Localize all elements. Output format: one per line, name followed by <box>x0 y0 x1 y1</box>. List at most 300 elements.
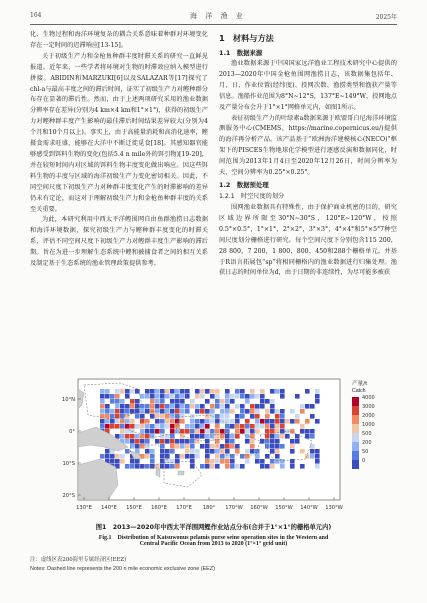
grid-cell <box>190 439 195 444</box>
grid-cell <box>145 449 150 454</box>
grid-cell <box>190 399 195 404</box>
grid-cell <box>195 389 200 394</box>
grid-cell <box>160 429 165 434</box>
grid-cell <box>230 424 235 429</box>
grid-cell <box>195 404 200 409</box>
year-label: 2025年 <box>375 14 397 21</box>
grid-cell <box>300 429 305 434</box>
grid-cell <box>135 434 140 439</box>
longitude-label: 140°W <box>300 505 318 511</box>
grid-cell <box>175 454 180 459</box>
grid-cell <box>210 444 215 449</box>
latitude-label: 10°N <box>61 397 75 403</box>
grid-cell <box>310 454 315 459</box>
grid-cell <box>185 429 190 434</box>
grid-cell <box>260 459 265 464</box>
grid-cell <box>135 404 140 409</box>
grid-cell <box>165 464 170 469</box>
grid-cell <box>225 464 230 469</box>
grid-cell <box>250 449 255 454</box>
grid-cell <box>235 389 240 394</box>
grid-cell <box>110 454 115 459</box>
grid-cell <box>240 404 245 409</box>
grid-cell <box>270 449 275 454</box>
grid-cell <box>180 439 185 444</box>
grid-cell <box>130 404 135 409</box>
grid-cell <box>300 464 305 469</box>
grid-cell <box>185 449 190 454</box>
grid-cell <box>270 434 275 439</box>
grid-cell <box>135 424 140 429</box>
grid-cell <box>125 394 130 399</box>
grid-cell <box>105 404 110 409</box>
grid-cell <box>225 389 230 394</box>
grid-cell <box>245 409 250 414</box>
grid-cell <box>195 434 200 439</box>
grid-cell <box>150 389 155 394</box>
grid-cell <box>155 404 160 409</box>
grid-cell <box>190 454 195 459</box>
figure-caption-en-cont: Central Pacific Ocean from 2013 to 2020 (1°×1° grid unit) <box>139 541 288 547</box>
grid-cell <box>245 454 250 459</box>
grid-cell <box>275 409 280 414</box>
legend-swatch <box>352 397 359 406</box>
grid-cell <box>255 454 260 459</box>
grid-cell <box>220 459 225 464</box>
grid-cell <box>255 414 260 419</box>
grid-cell <box>235 434 240 439</box>
grid-cell <box>125 409 130 414</box>
grid-cell <box>120 459 125 464</box>
grid-cell <box>115 454 120 459</box>
grid-cell <box>170 399 175 404</box>
longitude-label: 170°E <box>176 505 192 511</box>
grid-cell <box>205 389 210 394</box>
grid-cell <box>265 409 270 414</box>
grid-cell <box>150 399 155 404</box>
grid-cell <box>170 449 175 454</box>
grid-cell <box>120 424 125 429</box>
grid-cell <box>160 414 165 419</box>
grid-cell <box>290 419 295 424</box>
grid-cell <box>115 399 120 404</box>
grid-cell <box>155 394 160 399</box>
grid-cell <box>205 419 210 424</box>
grid-cell <box>140 419 145 424</box>
grid-cell <box>210 459 215 464</box>
grid-cell <box>255 409 260 414</box>
grid-cell <box>215 404 220 409</box>
grid-cell <box>265 429 270 434</box>
grid-cell <box>110 399 115 404</box>
grid-cell <box>175 459 180 464</box>
grid-cell <box>135 459 140 464</box>
subsection-title: 1.1 数据来源 <box>219 49 263 57</box>
grid-cell <box>155 399 160 404</box>
legend-tick: 3000 <box>362 404 375 410</box>
grid-cell <box>100 454 105 459</box>
grid-cell <box>115 409 120 414</box>
grid-cell <box>165 414 170 419</box>
grid-cell <box>235 419 240 424</box>
figure-caption-en: Fig.1 Distribution of Katsuwonus pelamis purse seine operation sites in the Western and <box>98 535 329 541</box>
grid-cell <box>190 464 195 469</box>
grid-cell <box>165 439 170 444</box>
grid-cell <box>315 464 320 469</box>
grid-cell <box>260 424 265 429</box>
grid-cell <box>235 404 240 409</box>
latitude-label: 0° <box>69 429 75 435</box>
grid-cell <box>245 424 250 429</box>
grid-cell <box>155 389 160 394</box>
grid-cell <box>185 444 190 449</box>
grid-cell <box>295 434 300 439</box>
grid-cell <box>130 389 135 394</box>
grid-cell <box>225 394 230 399</box>
grid-cell <box>190 404 195 409</box>
longitude-label: 150°W <box>275 505 293 511</box>
grid-cell <box>180 429 185 434</box>
grid-cell <box>280 394 285 399</box>
grid-cell <box>105 389 110 394</box>
grid-cell <box>210 394 215 399</box>
grid-cell <box>120 429 125 434</box>
grid-cell <box>225 444 230 449</box>
grid-cell <box>105 424 110 429</box>
grid-cell <box>265 434 270 439</box>
grid-cell <box>230 434 235 439</box>
grid-cell <box>265 444 270 449</box>
grid-cell <box>130 464 135 469</box>
legend-tick: 2000 <box>362 413 375 419</box>
grid-cell <box>230 464 235 469</box>
grid-cell <box>135 439 140 444</box>
grid-cell <box>295 439 300 444</box>
grid-cell <box>290 444 295 449</box>
grid-cell <box>130 434 135 439</box>
grid-cell <box>250 424 255 429</box>
legend-title-en: Catch <box>352 388 366 394</box>
grid-cell <box>235 394 240 399</box>
grid-cell <box>190 444 195 449</box>
grid-cell <box>270 444 275 449</box>
grid-cell <box>245 419 250 424</box>
grid-cell <box>150 459 155 464</box>
grid-cell <box>305 404 310 409</box>
grid-cell <box>250 404 255 409</box>
grid-cell <box>280 414 285 419</box>
grid-cell <box>275 434 280 439</box>
grid-cell <box>180 414 185 419</box>
paragraph: 化、生物过程和海洋环境复杂的耦合关系意味着种群对环境变化存在一定时间的迟滞响应[13-15]。 <box>30 31 208 49</box>
grid-cell <box>270 399 275 404</box>
grid-cell <box>210 449 215 454</box>
grid-cell <box>170 389 175 394</box>
grid-cell <box>210 409 215 414</box>
grid-cell <box>245 449 250 454</box>
latitude-label: 20°S <box>62 493 75 499</box>
grid-cell <box>245 399 250 404</box>
legend-tick: 500 <box>362 431 372 437</box>
grid-cell <box>205 409 210 414</box>
grid-cell <box>150 409 155 414</box>
grid-cell <box>280 444 285 449</box>
grid-cell <box>215 459 220 464</box>
grid-cell <box>270 459 275 464</box>
grid-cell <box>125 449 130 454</box>
grid-cell <box>125 419 130 424</box>
grid-cell <box>210 429 215 434</box>
grid-cell <box>170 464 175 469</box>
grid-cell <box>270 419 275 424</box>
grid-cell <box>230 394 235 399</box>
grid-cell <box>140 444 145 449</box>
grid-cell <box>270 389 275 394</box>
grid-cell <box>260 399 265 404</box>
grid-cell <box>255 394 260 399</box>
grid-cell <box>180 419 185 424</box>
grid-cell <box>165 449 170 454</box>
legend-tick: 4000 <box>362 395 375 401</box>
legend-tick: 1000 <box>362 422 375 428</box>
grid-cell <box>195 454 200 459</box>
grid-cell <box>275 414 280 419</box>
grid-cell <box>110 459 115 464</box>
grid-cell <box>145 424 150 429</box>
grid-cell <box>220 449 225 454</box>
grid-cell <box>235 444 240 449</box>
grid-cell <box>250 429 255 434</box>
grid-cell <box>285 434 290 439</box>
grid-cell <box>280 434 285 439</box>
grid-cell <box>205 429 210 434</box>
grid-cell <box>275 424 280 429</box>
grid-cell <box>110 419 115 424</box>
grid-cell <box>195 424 200 429</box>
grid-cell <box>220 444 225 449</box>
grid-cell <box>130 399 135 404</box>
grid-cell <box>215 429 220 434</box>
section-title: 1 材料与方法 <box>219 33 274 43</box>
grid-cell <box>160 419 165 424</box>
paragraph: 渔业数据来源于中国国家远洋渔业工程技术研究中心提供的2013—2020年中国金枪鱼围网渔捞日志，该数据集包括年、月、日、作业位置(经纬度)、投网次数、渔捞类型和渔获产量等信息。渔船作业范围为8°N~12°S，137°E~149°W，投网地点及产量分布会升于1°×1°网格单元内，如图1所示。 <box>219 60 397 111</box>
grid-cell <box>280 429 285 434</box>
grid-cell <box>260 404 265 409</box>
grid-cell <box>300 404 305 409</box>
grid-cell <box>190 429 195 434</box>
grid-cell <box>270 424 275 429</box>
grid-cell <box>160 404 165 409</box>
grid-cell <box>315 394 320 399</box>
grid-cell <box>290 439 295 444</box>
grid-cell <box>255 424 260 429</box>
grid-cell <box>220 404 225 409</box>
grid-cell <box>125 439 130 444</box>
grid-cell <box>175 404 180 409</box>
grid-cell <box>140 414 145 419</box>
grid-cell <box>240 414 245 419</box>
grid-cell <box>120 434 125 439</box>
grid-cell <box>310 434 315 439</box>
grid-cell <box>315 399 320 404</box>
grid-cell <box>140 404 145 409</box>
grid-cell <box>275 449 280 454</box>
legend-tick: 0 <box>362 458 366 464</box>
grid-cell <box>265 419 270 424</box>
grid-cell <box>280 459 285 464</box>
grid-cell <box>175 399 180 404</box>
journal-name: 海 洋 渔 业 <box>190 12 246 20</box>
grid-cell <box>215 449 220 454</box>
grid-cell <box>210 404 215 409</box>
grid-cell <box>310 404 315 409</box>
grid-cell <box>270 439 275 444</box>
grid-cell <box>105 449 110 454</box>
longitude-label: 160°E <box>151 505 167 511</box>
paragraph: 关于初级生产力和金枪鱼种群丰度时滞关系的研究一直鲜见报道。近年来，一些学者将环境对生物的时滞效应纳入模型进行拼接。ABIDIN和MARZUKI[6]以及SALAZAR等[17]探究了chl-a与最高丰度之间的滞后时间，证实了初级生产力对鲣种群分布存在显著的滞后性。然而，由于上述两项研究采用的渔业数据分辨率存在差异(分别为4 km×4 km和1°×1°)，获得的初级生产力对鲣种群丰度产生影响的最佳滞后时间结果差异较大(分别为4个月和10个月以上)。事实上，由于高能量消耗和高消化速率，鲣摄食需求旺盛，能够在大洋中不断迁徙觅食[18]。其感知器官能够感受到饵料生物的变化(包括5.4 n mile外的饵引物)[19-20]，并在较短时间内对区域的饵料生物丰度变化做出响应。因这些饵料生物的丰度与区域的海洋初级生产力变化密切相关。因此，不同空间尺度下初级生产力对种群丰度变化产生的时滞影响的差异仍未有定论，而这对于理解初级生产力和金枪鱼种群丰度的关系至关重要。 <box>30 52 208 213</box>
legend-swatch <box>352 442 359 451</box>
grid-cell <box>290 464 295 469</box>
grid-cell <box>200 419 205 424</box>
legend-swatch <box>352 460 359 469</box>
grid-cell <box>150 424 155 429</box>
grid-cell <box>125 434 130 439</box>
grid-cell <box>260 419 265 424</box>
grid-cell <box>195 409 200 414</box>
legend-tick: 50 <box>362 449 369 455</box>
grid-cell <box>115 424 120 429</box>
grid-cell <box>290 409 295 414</box>
grid-cell <box>100 399 105 404</box>
grid-cell <box>270 464 275 469</box>
grid-cell <box>235 449 240 454</box>
longitude-label: 170°W <box>225 505 243 511</box>
grid-cell <box>310 414 315 419</box>
legend-swatch <box>352 424 359 433</box>
grid-cell <box>130 419 135 424</box>
grid-cell <box>250 439 255 444</box>
grid-cell <box>195 429 200 434</box>
grid-cell <box>245 439 250 444</box>
grid-cell <box>145 439 150 444</box>
grid-cell <box>135 464 140 469</box>
grid-cell <box>185 424 190 429</box>
grid-cell <box>130 459 135 464</box>
grid-cell <box>285 419 290 424</box>
grid-cell <box>175 389 180 394</box>
grid-cell <box>185 394 190 399</box>
grid-cell <box>145 454 150 459</box>
grid-cell <box>185 454 190 459</box>
grid-cell <box>280 419 285 424</box>
grid-cell <box>215 389 220 394</box>
grid-cell <box>175 464 180 469</box>
grid-cell <box>280 464 285 469</box>
grid-cell <box>120 389 125 394</box>
grid-cell <box>215 394 220 399</box>
grid-cell <box>100 389 105 394</box>
grid-cell <box>275 454 280 459</box>
grid-cell <box>175 429 180 434</box>
grid-cell <box>205 464 210 469</box>
grid-cell <box>130 424 135 429</box>
grid-cell <box>225 434 230 439</box>
grid-cell <box>140 424 145 429</box>
longitude-label: 130°E <box>76 505 92 511</box>
grid-cell <box>250 414 255 419</box>
grid-cell <box>120 409 125 414</box>
grid-cell <box>315 454 320 459</box>
grid-cell <box>245 429 250 434</box>
grid-cell <box>160 424 165 429</box>
grid-cell <box>265 464 270 469</box>
grid-cell <box>150 454 155 459</box>
grid-cell <box>105 454 110 459</box>
grid-cell <box>255 404 260 409</box>
grid-cell <box>150 429 155 434</box>
grid-cell <box>220 414 225 419</box>
grid-cell <box>105 414 110 419</box>
grid-cell <box>290 449 295 454</box>
australia <box>78 459 118 500</box>
grid-cell <box>150 404 155 409</box>
grid-cell <box>240 409 245 414</box>
grid-cell <box>145 389 150 394</box>
grid-cell <box>110 394 115 399</box>
map-svg <box>60 375 396 520</box>
grid-cell <box>175 394 180 399</box>
grid-cell <box>190 434 195 439</box>
grid-cell <box>170 404 175 409</box>
grid-cell <box>115 389 120 394</box>
paragraph: 表征初级生产力的叶绿素a数据来源于欧盟哥白尼海洋环境监测服务中心(CMEMS，https://marine.copernicus.eu/)提供的海洋再分析产品。该产品基于“欧洲海洋建模核心(NECO)”框架下的PISCES生物地球化学模型进行逐感反演和数据同化，时间范围为2013年1月4日至2020年12月26日，时间分辨率为天，空间分辨率为0.25°×0.25°。 <box>219 114 397 177</box>
grid-cell <box>235 464 240 469</box>
grid-cell <box>110 424 115 429</box>
grid-cell <box>190 424 195 429</box>
subsubsection-title: 1.2.1 时空尺度的划分 <box>219 192 285 200</box>
grid-cell <box>200 444 205 449</box>
grid-cell <box>240 454 245 459</box>
grid-cell <box>175 439 180 444</box>
grid-cell <box>205 414 210 419</box>
grid-cell <box>180 454 185 459</box>
grid-cell <box>130 444 135 449</box>
legend-swatch <box>352 433 359 442</box>
grid-cell <box>215 454 220 459</box>
grid-cell <box>225 459 230 464</box>
grid-cell <box>110 409 115 414</box>
grid-cell <box>305 389 310 394</box>
grid-cell <box>295 394 300 399</box>
grid-cell <box>170 424 175 429</box>
grid-cell <box>145 429 150 434</box>
grid-cell <box>220 399 225 404</box>
grid-cell <box>170 459 175 464</box>
grid-cell <box>260 389 265 394</box>
grid-cell <box>300 409 305 414</box>
grid-cell <box>165 424 170 429</box>
grid-cell <box>240 389 245 394</box>
grid-cell <box>160 439 165 444</box>
grid-cell <box>205 454 210 459</box>
grid-cell <box>210 389 215 394</box>
grid-cell <box>220 434 225 439</box>
grid-cell <box>105 419 110 424</box>
grid-cell <box>195 449 200 454</box>
grid-cell <box>220 409 225 414</box>
grid-cell <box>210 464 215 469</box>
grid-cell <box>190 419 195 424</box>
